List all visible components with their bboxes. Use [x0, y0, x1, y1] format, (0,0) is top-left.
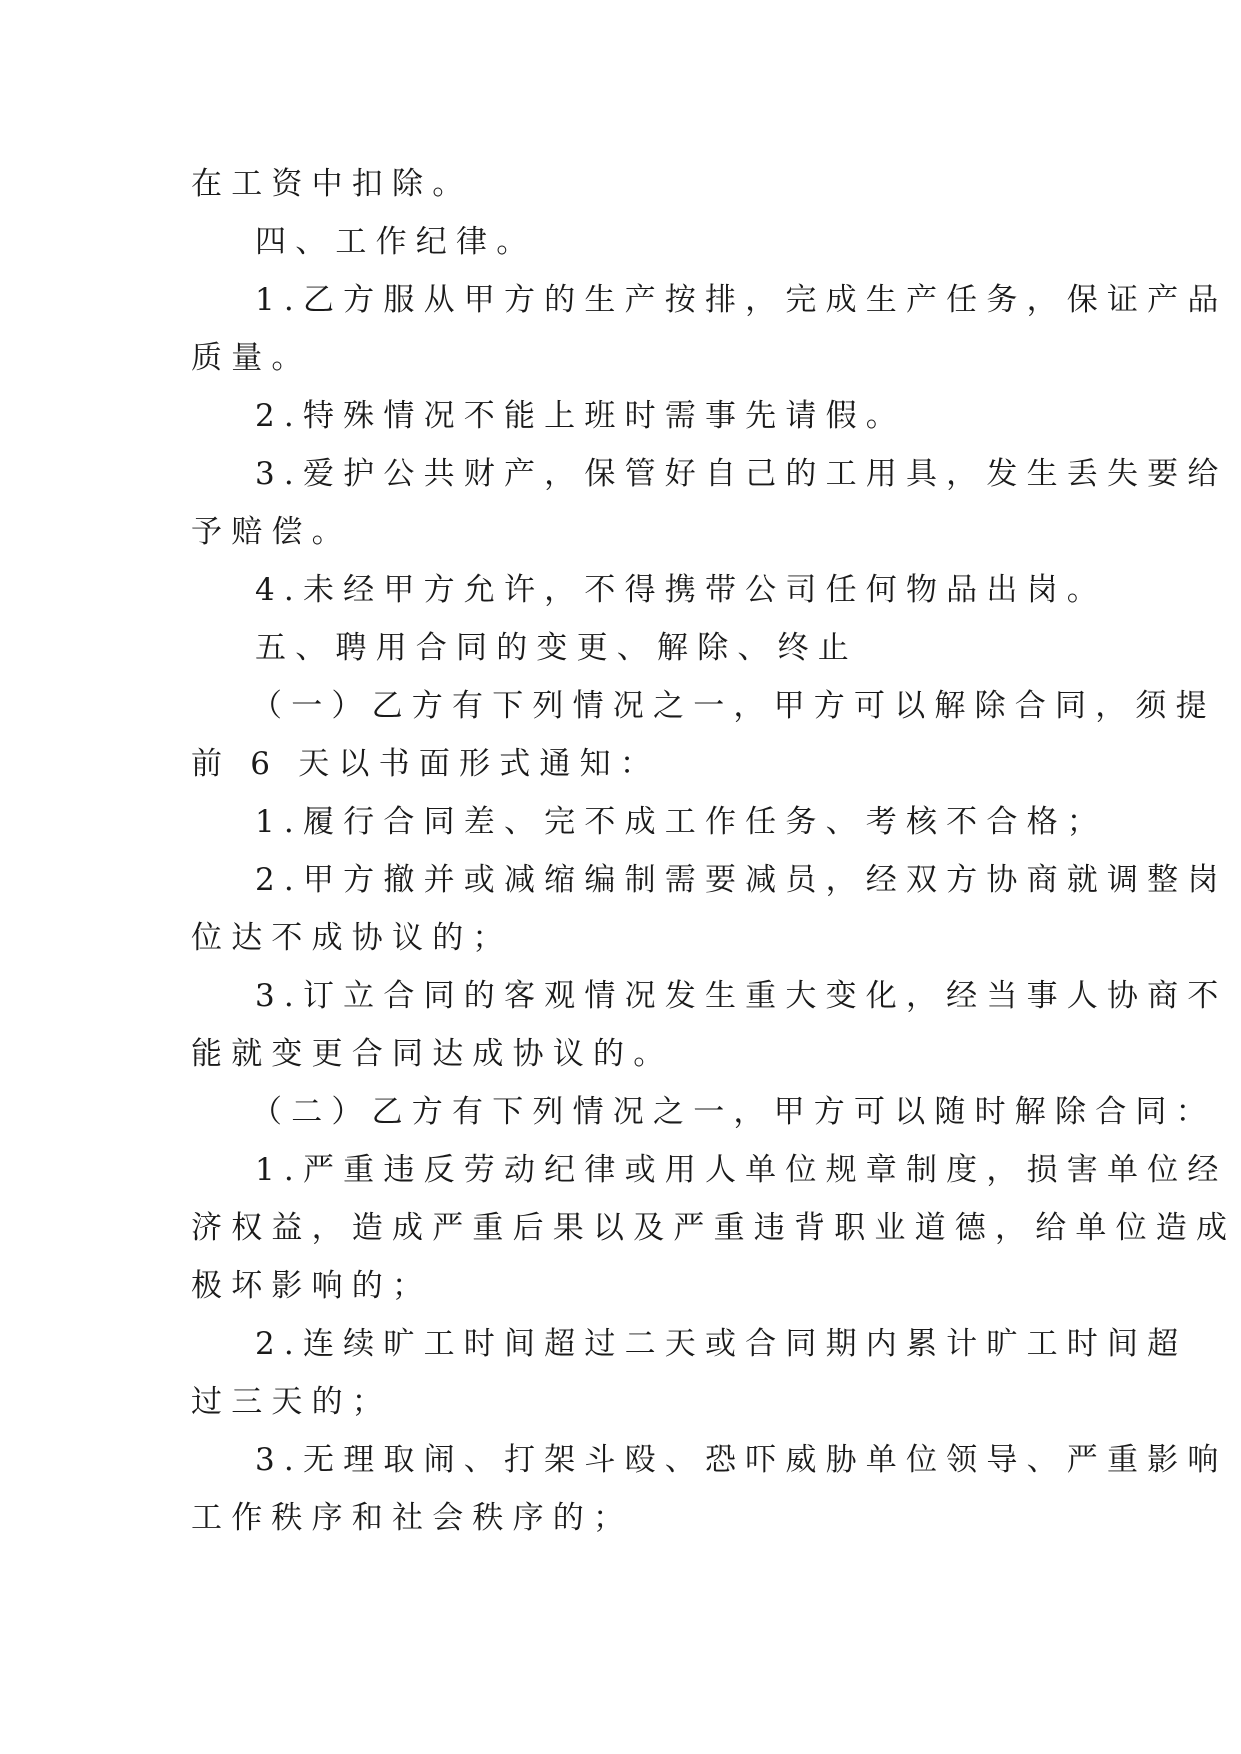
paragraph-line: 3.无理取闹、打架斗殴、恐吓威胁单位领导、严重影响	[255, 1442, 1228, 1478]
paragraph-line: 在工资中扣除。	[191, 166, 473, 202]
section-heading: 五、聘用合同的变更、解除、终止	[255, 630, 858, 666]
section-heading: 四、工作纪律。	[255, 224, 537, 260]
paragraph-line: 1.乙方服从甲方的生产按排，完成生产任务，保证产品	[255, 282, 1228, 318]
paragraph-line: 3.爱护公共财产，保管好自己的工用具，发生丢失要给	[255, 456, 1228, 492]
paragraph-line: 1.严重违反劳动纪律或用人单位规章制度，损害单位经	[255, 1152, 1228, 1188]
paragraph-line: 济权益，造成严重后果以及严重违背职业道德，给单位造成	[191, 1210, 1237, 1246]
paragraph-line: 2.特殊情况不能上班时需事先请假。	[255, 398, 906, 434]
paragraph-line: 过三天的；	[191, 1384, 392, 1420]
paragraph-line: （二）乙方有下列情况之一，甲方可以随时解除合同：	[251, 1094, 1216, 1130]
paragraph-line: 1.履行合同差、完不成工作任务、考核不合格；	[255, 804, 1107, 840]
paragraph-line: （一）乙方有下列情况之一，甲方可以解除合同，须提	[251, 688, 1216, 724]
paragraph-line: 2.连续旷工时间超过二天或合同期内累计旷工时间超	[255, 1326, 1188, 1362]
paragraph-line: 予赔偿。	[191, 514, 352, 550]
paragraph-line: 位达不成协议的；	[191, 920, 513, 956]
paragraph-line: 3.订立合同的客观情况发生重大变化，经当事人协商不	[255, 978, 1228, 1014]
paragraph-line: 质量。	[191, 340, 312, 376]
paragraph-line: 4.未经甲方允许，不得携带公司任何物品出岗。	[255, 572, 1107, 608]
paragraph-line: 2.甲方撤并或减缩编制需要减员，经双方协商就调整岗	[255, 862, 1228, 898]
paragraph-line: 极坏影响的；	[191, 1268, 433, 1304]
document-body	[191, 155, 1237, 1547]
paragraph-line: 工作秩序和社会秩序的；	[191, 1500, 634, 1536]
paragraph-line: 前 6 天以书面形式通知：	[191, 746, 661, 782]
paragraph-line: 能就变更合同达成协议的。	[191, 1036, 674, 1072]
